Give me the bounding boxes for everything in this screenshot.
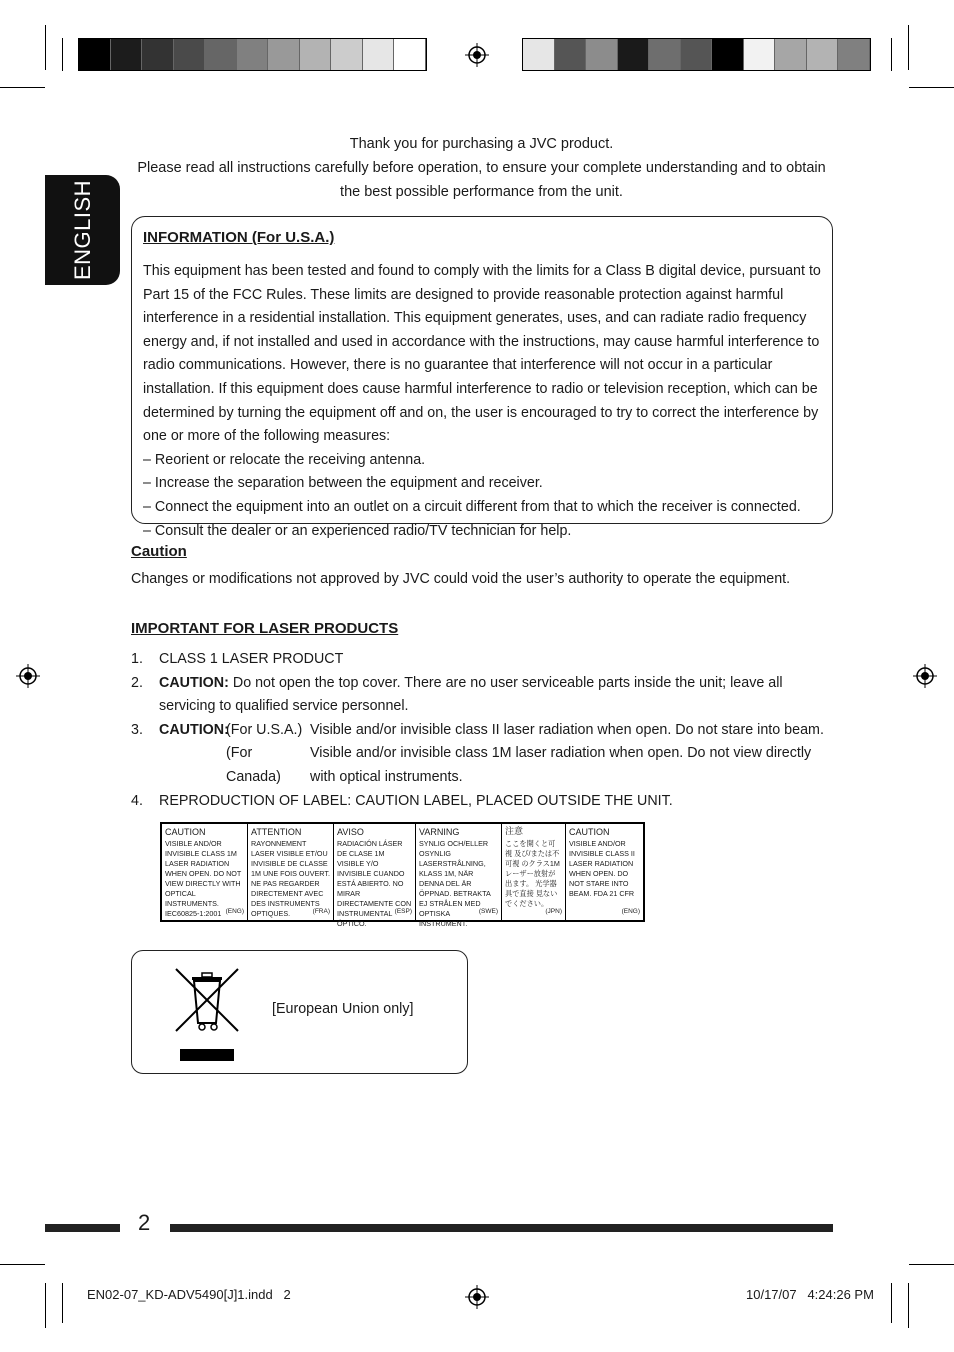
label-cell-text: ここを開くと可視 及び/または不可視 のクラス1M レーザー放射が 出ます。 光学器具で直接 見ないでください。 <box>505 839 560 908</box>
label-cell-title: CAUTION <box>165 827 206 837</box>
info-measure-item: – Connect the equipment into an outlet on a circuit different from that to which the receiver is connected. <box>143 498 801 515</box>
color-swatch <box>174 39 206 70</box>
crossed-out-bin-icon <box>172 965 242 1065</box>
usa-row <box>226 719 831 743</box>
list-text <box>159 719 831 790</box>
color-swatch <box>618 39 650 70</box>
slug-timestamp: 10/17/07 4:24:26 PM <box>746 1287 874 1302</box>
label-cell-text: RAYONNEMENT LASER VISIBLE ET/OU INVISIBLE DE CLASSE 1M UNE FOIS OUVERT. NE PAS REGARDER DIRECTEMENT AVEC DES INSTRUMENTS OPTIQUES. <box>251 839 330 918</box>
label-cell-code: (FRA) <box>312 908 330 915</box>
list-item <box>131 790 831 814</box>
label-cell-eng-us <box>566 824 643 920</box>
usa-text: Visible and/or invisible class II laser radiation when open. Do not stare into beam. <box>310 721 824 738</box>
registration-mark-icon <box>16 664 40 688</box>
list-number: 4. <box>131 792 143 809</box>
list-text: CLASS 1 LASER PRODUCT <box>159 651 344 667</box>
intro-line-1: Thank you for purchasing a JVC product. <box>349 136 614 152</box>
color-swatch <box>681 39 713 70</box>
fcc-information-box <box>131 216 833 539</box>
color-bar-right <box>522 38 871 71</box>
canada-label: (For Canada) <box>226 745 281 785</box>
label-cell-swe <box>416 824 502 928</box>
color-swatch <box>268 39 300 70</box>
footer-bar <box>45 1224 120 1232</box>
color-swatch <box>331 39 363 70</box>
caution-label-reproduction <box>160 822 645 928</box>
list-item <box>131 719 831 790</box>
laser-list <box>131 648 831 813</box>
eu-disposal-box <box>131 950 468 1074</box>
color-swatch <box>555 39 587 70</box>
color-swatch <box>649 39 681 70</box>
eu-text: [European Union only] <box>272 1001 414 1017</box>
color-swatch <box>523 39 555 70</box>
canada-text: Visible and/or invisible class 1M laser radiation when open. Do not view directly with optical instruments. <box>310 745 812 785</box>
laser-heading: IMPORTANT FOR LASER PRODUCTS <box>131 620 399 637</box>
label-cell-text: VISIBLE AND/OR INVISIBLE CLASS II LASER RADIATION WHEN OPEN. DO NOT STARE INTO BEAM. FDA 21 CFR <box>569 839 635 898</box>
color-bar-left <box>78 38 427 71</box>
color-swatch <box>205 39 237 70</box>
caution-detail: Do not open the top cover. There are no user serviceable parts inside the unit; leave all servicing to qualified service personnel. <box>159 674 783 715</box>
label-cell-text: VISIBLE AND/OR INVISIBLE CLASS 1M LASER RADIATION WHEN OPEN. DO NOT VIEW DIRECTLY WITH OPTICAL INSTRUMENTS. IEC60825-1:2001 <box>165 839 242 918</box>
label-cell-code: (JPN) <box>545 908 562 915</box>
list-text: REPRODUCTION OF LABEL: CAUTION LABEL, PLACED OUTSIDE THE UNIT. <box>159 792 673 809</box>
color-swatch <box>586 39 618 70</box>
color-swatch <box>394 39 426 70</box>
color-swatch <box>807 39 839 70</box>
color-swatch <box>744 39 776 70</box>
intro-line-2: Please read all instructions carefully before operation, to ensure your complete understanding and to obtain the best possible performance from the unit. <box>137 160 826 200</box>
slug-filename: EN02-07_KD-ADV5490[J]1.indd 2 <box>87 1287 291 1302</box>
label-cell-text: SYNLIG OCH/ELLER OSYNLIG LASERSTRÅLNING, KLASS 1M, NÄR DENNA DEL ÄR ÖPPNAD. BETRAKTA EJ STRÅLEN MED OPTISKA INSTRUMENT. <box>419 839 491 928</box>
info-measure-item: – Reorient or relocate the receiving antenna. <box>143 451 426 468</box>
caution-heading: Caution <box>131 543 187 560</box>
label-cell-title: AVISO <box>337 827 364 837</box>
registration-mark-icon <box>913 664 937 688</box>
caution-text: Changes or modifications not approved by JVC could void the user’s authority to operate the equipment. <box>131 571 791 587</box>
list-number: 2. <box>131 674 143 691</box>
list-item <box>131 672 831 719</box>
registration-mark-icon <box>465 43 489 67</box>
label-cell-title: 注意 <box>505 827 524 837</box>
usa-label: (For U.S.A.) <box>226 721 303 738</box>
color-swatch <box>775 39 807 70</box>
footer-bar <box>170 1224 833 1232</box>
page-number: 2 <box>138 1210 151 1235</box>
label-cell-text: RADIACIÓN LÁSER DE CLASE 1M VISIBLE Y/O INVISIBLE CUANDO ESTÁ ABIERTO. NO MIRAR DIRECTAMENTE CON INSTRUMENTAL ÓPTICO. <box>337 839 412 928</box>
color-swatch <box>237 39 269 70</box>
label-cell-esp <box>334 824 416 928</box>
list-number: 1. <box>131 651 143 667</box>
color-swatch <box>142 39 174 70</box>
info-measure-item: – Consult the dealer or an experienced radio/TV technician for help. <box>143 522 572 539</box>
label-cell-code: (ENG) <box>621 908 640 915</box>
info-body: This equipment has been tested and found to comply with the limits for a Class B digital device, pursuant to Part 15 of the FCC Rules. These limits are designed to provide reasonable protection against harmful interference in a residential installation. This equipment generates, uses, and can radiate radio frequency energy and, if not installed and used in accordance with the instructions, may cause harmful interference to radio communications. However, there is no guarantee that interference will not occur in a particular installation. If this equipment does cause harmful interference to radio or television reception, which can be determined by turning the equipment off and on, the user is encouraged to try to correct the interference by one or more of the following measures: <box>143 263 821 445</box>
color-swatch <box>363 39 395 70</box>
label-cell-code: (ESP) <box>394 908 412 915</box>
language-tab-label: ENGLISH <box>69 179 95 281</box>
label-cell-title: CAUTION <box>569 827 610 837</box>
label-cell-fra <box>248 824 334 920</box>
language-tab <box>45 175 120 285</box>
label-cell-code: (SWE) <box>478 908 498 915</box>
color-swatch <box>111 39 143 70</box>
info-heading: INFORMATION (For U.S.A.) <box>143 229 335 246</box>
label-cell-title: VARNING <box>419 827 460 837</box>
label-cell-jpn <box>502 824 566 920</box>
color-swatch <box>838 39 870 70</box>
color-swatch <box>300 39 332 70</box>
label-cell-title: ATTENTION <box>251 827 302 837</box>
canada-row <box>226 742 831 789</box>
list-number: 3. <box>131 721 143 738</box>
color-swatch <box>712 39 744 70</box>
info-measure-item: – Increase the separation between the equipment and receiver. <box>143 475 543 492</box>
caution-label: CAUTION: <box>159 721 229 738</box>
color-swatch <box>79 39 111 70</box>
label-cell-code: (ENG) <box>225 908 244 915</box>
caution-label: CAUTION: <box>159 674 229 691</box>
intro-text <box>130 132 833 204</box>
label-cell-eng <box>162 824 248 920</box>
list-text <box>159 672 831 719</box>
registration-mark-icon <box>465 1285 489 1309</box>
list-item <box>131 648 831 672</box>
